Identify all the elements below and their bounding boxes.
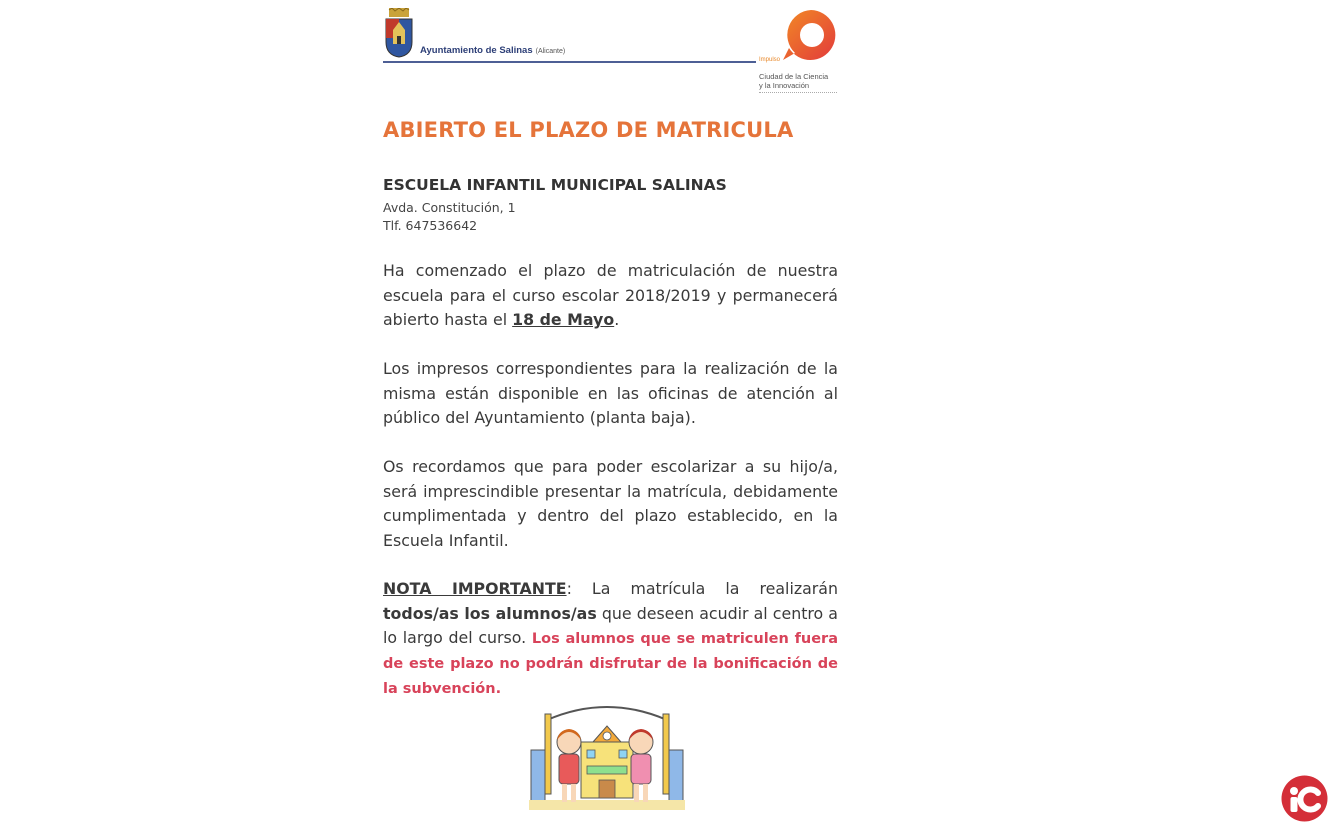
school-name: ESCUELA INFANTIL MUNICIPAL SALINAS — [383, 176, 727, 194]
school-address: Avda. Constitución, 1 — [383, 200, 516, 215]
municipal-crest-icon — [383, 8, 415, 58]
paragraph-reminder: Os recordamos que para poder escolarizar a su hijo/a, será imprescindible presentar la matrícula, debidamente cumplimentada y dentro del plazo establecido, en la Escuela Infantil. — [383, 457, 838, 550]
header-rule — [383, 61, 756, 63]
school-phone: Tlf. 647536642 — [383, 218, 478, 233]
town-name: Ayuntamiento de Salinas (Alicante) — [420, 45, 566, 56]
program-footnote-line — [759, 92, 837, 95]
note-warning: Los alumnos que se matriculen fuera de este plazo no podrán disfrutar de la bonificación de la subvención. — [383, 631, 838, 697]
impulso-ring-logo — [781, 8, 841, 62]
important-note: NOTA IMPORTANTE: La matrícula la realizarán todos/as los alumnos/as que deseen acudir al centro a lo largo del curso. Los alumnos que se matriculen fuera de este plazo no podrán disfrutar de la bonificación de la subvención. — [383, 579, 838, 697]
paragraph-enrolment-period: Ha comenzado el plazo de matriculación de nuestra escuela para el curso escolar 2018/2019 y permanecerá abierto hasta el 18 de Mayo. — [383, 261, 838, 329]
program-tag: Impulso — [759, 57, 781, 63]
page-title: ABIERTO EL PLAZO DE MATRICULA — [383, 118, 794, 142]
program-name: Ciudad de la Ciencia y la Innovación — [759, 72, 829, 90]
school-children-illustration — [529, 700, 685, 812]
site-logo-icon — [1281, 775, 1328, 822]
paragraph-forms: Los impresos correspondientes para la realización de la misma están disponible en las oficinas de atención al público del Ayuntamiento (planta baja). — [383, 359, 838, 427]
document-page — [383, 0, 838, 823]
note-label: NOTA IMPORTANTE — [383, 579, 567, 598]
school-contact — [383, 199, 516, 235]
deadline-date: 18 de Mayo — [512, 310, 615, 329]
